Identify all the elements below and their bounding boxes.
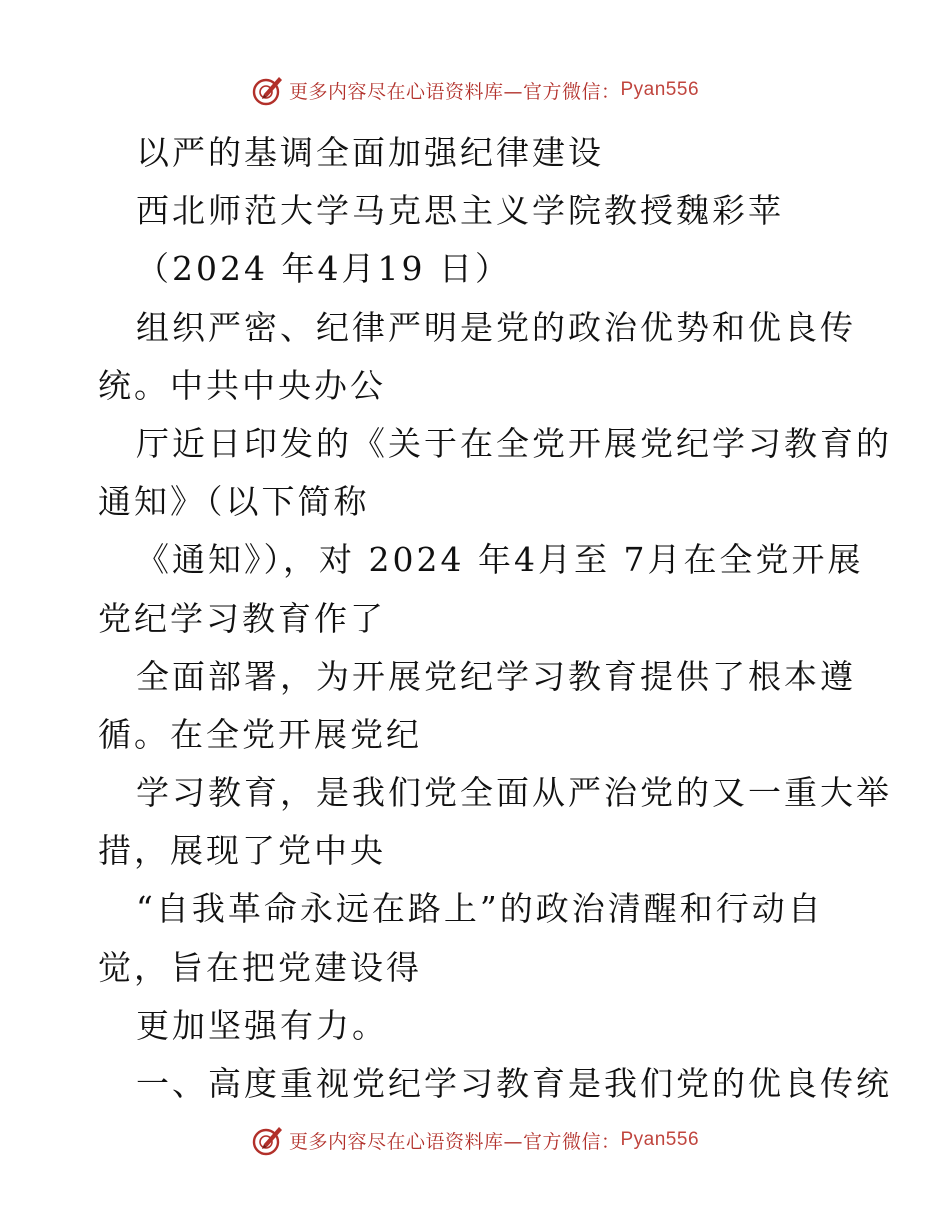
watermark-text: 更多内容尽在心语资料库—官方微信： — [288, 1130, 621, 1153]
paragraph-line: 组织严密、纪律严明是党的政治优势和优良传 — [136, 307, 856, 347]
pen-seal-logo-icon — [251, 1123, 285, 1157]
paragraph-line: 更加坚强有力。 — [136, 1005, 388, 1045]
paragraph-line: 觉，旨在把党建设得 — [98, 947, 422, 987]
paragraph-line: “自我革命永远在路上”的政治清醒和行动自 — [136, 889, 824, 929]
paragraph-line: 措，展现了党中央 — [98, 831, 386, 871]
watermark-text: 更多内容尽在心语资料库—官方微信： — [288, 80, 621, 103]
paragraph-line: 通知》（以下简称 — [98, 482, 370, 522]
date-line: （2024 年4月19 日） — [136, 249, 511, 289]
paragraph-line: 统。中共中央办公 — [98, 365, 386, 405]
paragraph-line: 厅近日印发的《关于在全党开展党纪学习教育的 — [136, 423, 892, 463]
watermark-banner-bottom — [0, 1120, 950, 1160]
document-body — [98, 124, 892, 1113]
paragraph-line: 党纪学习教育作了 — [98, 598, 386, 638]
paragraph-line: 《通知》），对 2024 年4月至 7月在全党开展 — [136, 540, 864, 580]
author-line: 西北师范大学马克思主义学院教授魏彩苹 — [136, 191, 784, 231]
paragraph-line: 循。在全党开展党纪 — [98, 714, 422, 754]
watermark-wechat-id: Pyan556 — [620, 1129, 700, 1150]
paragraph-line: 全面部署，为开展党纪学习教育提供了根本遵 — [136, 656, 856, 696]
pen-seal-logo-icon — [251, 73, 285, 107]
section-heading: 一、高度重视党纪学习教育是我们党的优良传统 — [136, 1064, 892, 1103]
watermark-wechat-id: Pyan556 — [620, 79, 700, 100]
watermark-banner-top — [0, 70, 950, 110]
document-title: 以严的基调全面加强纪律建设 — [136, 133, 604, 172]
paragraph-line: 学习教育，是我们党全面从严治党的又一重大举 — [136, 773, 892, 813]
